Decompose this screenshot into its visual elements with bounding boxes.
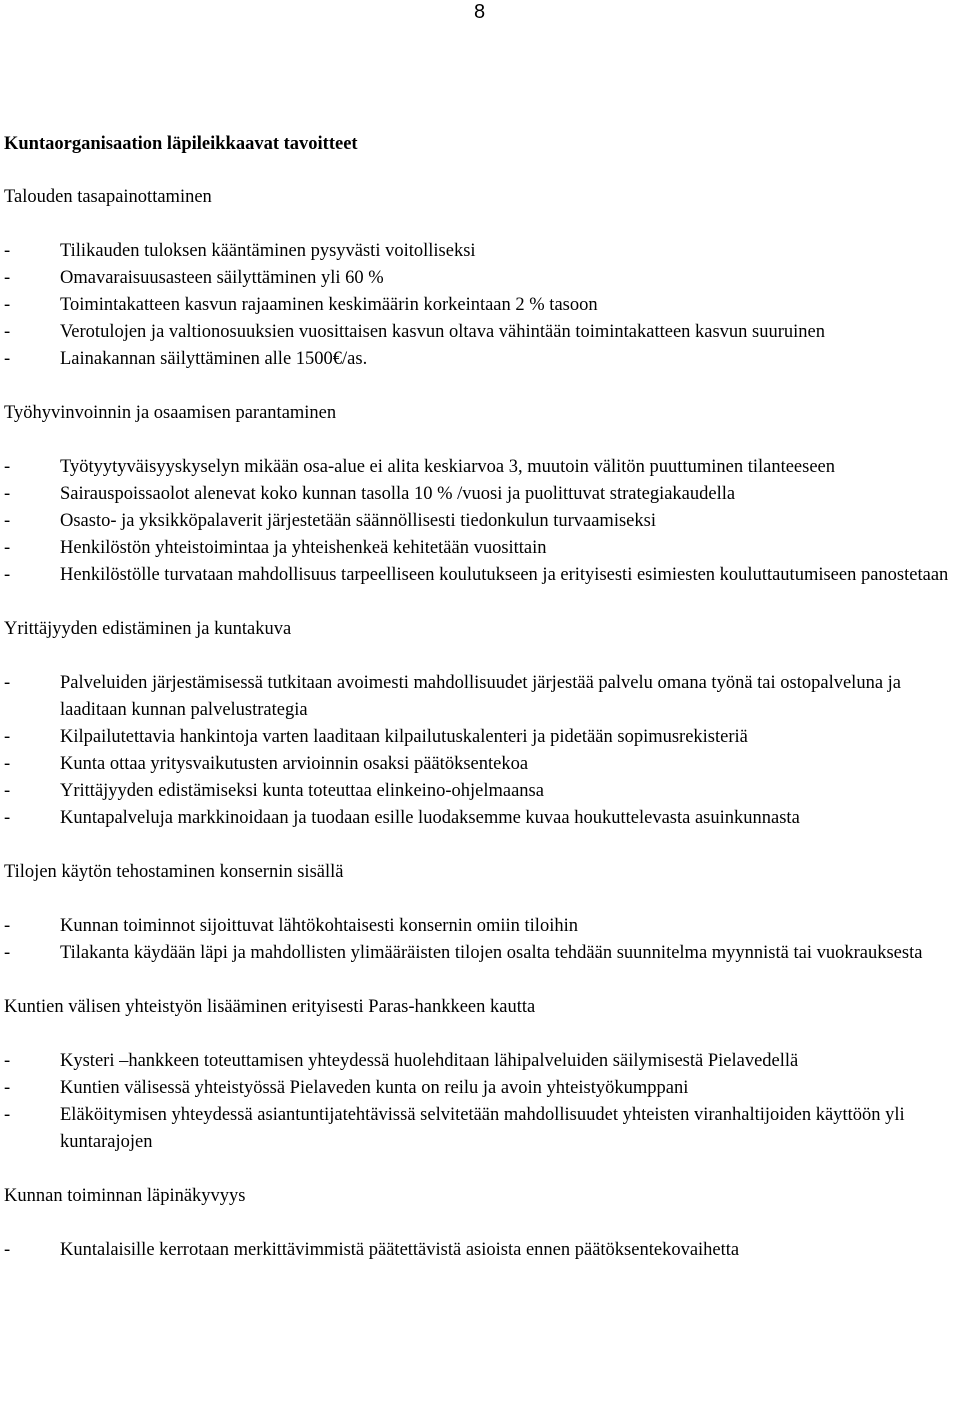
- dash-bullet-icon: -: [4, 808, 11, 828]
- section: [4, 184, 960, 373]
- list-item: [4, 751, 960, 778]
- dash-bullet-icon: -: [4, 673, 11, 693]
- list-item-text: Palveluiden järjestämisessä tutkitaan avoimesti mahdollisuudet järjestää palvelu omana työnä tai ostopalveluna ja laaditaan kunnan palvelustrategia: [60, 673, 902, 720]
- list-item-text: Verotulojen ja valtionosuuksien vuosittaisen kasvun oltava vähintään toimintakatteen kasvun suuruinen: [60, 322, 826, 342]
- dash-bullet-icon: -: [4, 457, 11, 477]
- page-number: 8: [474, 1, 486, 23]
- list-item-text: Kysteri –hankkeen toteuttamisen yhteydessä huolehditaan lähipalveluiden säilymisestä Pielavedellä: [60, 1051, 799, 1071]
- dash-bullet-icon: -: [4, 727, 11, 747]
- list-item: [4, 1075, 960, 1102]
- dash-bullet-icon: -: [4, 1051, 11, 1071]
- section: [4, 859, 960, 967]
- list-item-text: Yrittäjyyden edistämiseksi kunta toteuttaa elinkeino-ohjelmaansa: [60, 781, 544, 801]
- list-item: [4, 940, 960, 967]
- list-item-text: Tilikauden tuloksen kääntäminen pysyvästi voitolliseksi: [60, 241, 476, 261]
- list-item: [4, 724, 960, 751]
- list-item: [4, 913, 960, 940]
- section-heading: Kunnan toiminnan läpinäkyvyys: [4, 1186, 246, 1206]
- list-item-text: Kuntapalveluja markkinoidaan ja tuodaan esille luodaksemme kuvaa houkuttelevasta asuinkunnasta: [60, 808, 800, 828]
- list-item: [4, 562, 960, 589]
- list-item: [4, 805, 960, 832]
- bullet-list: [4, 454, 960, 589]
- section-heading: Talouden tasapainottaminen: [4, 187, 212, 207]
- section-heading: Tilojen käytön tehostaminen konsernin sisällä: [4, 862, 344, 882]
- dash-bullet-icon: -: [4, 1105, 11, 1125]
- list-item: [4, 319, 960, 346]
- list-item: [4, 481, 960, 508]
- list-item-text: Lainakannan säilyttäminen alle 1500€/as.: [60, 349, 368, 369]
- dash-bullet-icon: -: [4, 565, 11, 585]
- dash-bullet-icon: -: [4, 1240, 11, 1260]
- dash-bullet-icon: -: [4, 511, 11, 531]
- list-item-text: Kunnan toiminnot sijoittuvat lähtökohtaisesti konsernin omiin tiloihin: [60, 916, 578, 936]
- dash-bullet-icon: -: [4, 484, 11, 504]
- dash-bullet-icon: -: [4, 916, 11, 936]
- dash-bullet-icon: -: [4, 241, 11, 261]
- bullet-list: [4, 670, 960, 832]
- section: [4, 994, 960, 1156]
- sections-container: [4, 184, 960, 1264]
- bullet-list: [4, 1237, 960, 1264]
- list-item-text: Työtyytyväisyyskyselyn mikään osa-alue ei alita keskiarvoa 3, muutoin välitön puuttuminen tilanteeseen: [60, 457, 836, 477]
- list-item: [4, 535, 960, 562]
- list-item-text: Eläköitymisen yhteydessä asiantuntijatehtävissä selvitetään mahdollisuudet yhteisten viranhaltijoiden käyttöön yli kuntarajojen: [60, 1105, 905, 1152]
- list-item: [4, 265, 960, 292]
- list-item-text: Osasto- ja yksikköpalaverit järjestetään säännöllisesti tiedonkulun turvaamiseksi: [60, 511, 656, 531]
- dash-bullet-icon: -: [4, 754, 11, 774]
- dash-bullet-icon: -: [4, 781, 11, 801]
- list-item: [4, 292, 960, 319]
- list-item-text: Kuntien välisessä yhteistyössä Pielaveden kunta on reilu ja avoin yhteistyökumppani: [60, 1078, 689, 1098]
- list-item-text: Tilakanta käydään läpi ja mahdollisten ylimääräisten tilojen osalta tehdään suunnitelma myynnistä tai vuokrauksesta: [60, 943, 923, 963]
- list-item-text: Henkilöstölle turvataan mahdollisuus tarpeelliseen koulutukseen ja erityisesti esimiesten kouluttautumiseen panostetaan: [60, 565, 949, 585]
- section: [4, 400, 960, 589]
- bullet-list: [4, 1048, 960, 1156]
- list-item: [4, 238, 960, 265]
- list-item-text: Omavaraisuusasteen säilyttäminen yli 60 %: [60, 268, 384, 288]
- section-heading: Kuntien välisen yhteistyön lisääminen erityisesti Paras-hankkeen kautta: [4, 997, 536, 1017]
- list-item-text: Henkilöstön yhteistoimintaa ja yhteishenkeä kehitetään vuosittain: [60, 538, 547, 558]
- list-item: [4, 508, 960, 535]
- list-item: [4, 1048, 960, 1075]
- list-item-text: Sairauspoissaolot alenevat koko kunnan tasolla 10 % /vuosi ja puolittuvat strategiakaudella: [60, 484, 736, 504]
- bullet-list: [4, 238, 960, 373]
- dash-bullet-icon: -: [4, 268, 11, 288]
- dash-bullet-icon: -: [4, 538, 11, 558]
- document-title: Kuntaorganisaation läpileikkaavat tavoitteet: [4, 134, 358, 154]
- section: [4, 616, 960, 832]
- bullet-list: [4, 913, 960, 967]
- dash-bullet-icon: -: [4, 1078, 11, 1098]
- dash-bullet-icon: -: [4, 295, 11, 315]
- list-item: [4, 1237, 960, 1264]
- list-item: [4, 778, 960, 805]
- list-item: [4, 670, 960, 724]
- section-heading: Työhyvinvoinnin ja osaamisen parantaminen: [4, 403, 337, 423]
- list-item-text: Kilpailutettavia hankintoja varten laaditaan kilpailutuskalenteri ja pidetään sopimusrekisteriä: [60, 727, 748, 747]
- list-item-text: Toimintakatteen kasvun rajaaminen keskimäärin korkeintaan 2 % tasoon: [60, 295, 598, 315]
- list-item-text: Kunta ottaa yritysvaikutusten arvioinnin osaksi päätöksentekoa: [60, 754, 529, 774]
- section-heading: Yrittäjyyden edistäminen ja kuntakuva: [4, 619, 292, 639]
- list-item: [4, 454, 960, 481]
- dash-bullet-icon: -: [4, 322, 11, 342]
- section: [4, 1183, 960, 1264]
- list-item-text: Kuntalaisille kerrotaan merkittävimmistä päätettävistä asioista ennen päätöksentekovaihetta: [60, 1240, 740, 1260]
- dash-bullet-icon: -: [4, 349, 11, 369]
- list-item: [4, 346, 960, 373]
- document-body: [4, 131, 960, 1291]
- list-item: [4, 1102, 960, 1156]
- dash-bullet-icon: -: [4, 943, 11, 963]
